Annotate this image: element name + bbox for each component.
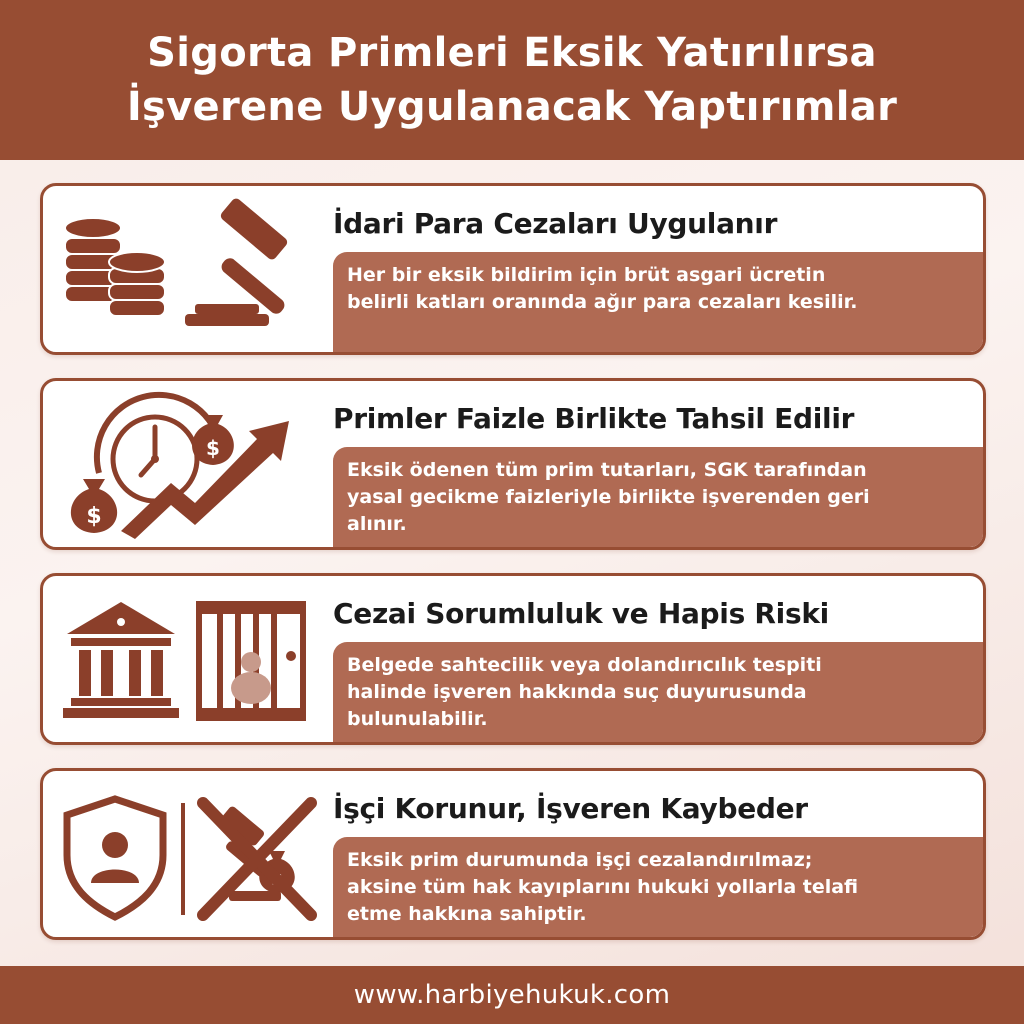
card-title: Cezai Sorumluluk ve Hapis Riski [333,596,829,630]
card-interest-collection [40,378,986,550]
card-description-line: yasal gecikme faizleriyle birlikte işverenden geri [347,486,870,508]
card-criminal-liability [40,573,986,745]
svg-text:$: $ [86,504,102,529]
card-description-line: Eksik ödenen tüm prim tutarları, SGK tarafından [347,459,867,481]
courthouse-icon [63,602,179,718]
card-description-line: Eksik prim durumunda işçi cezalandırılmaz; [347,849,813,871]
card-description-line: Belgede sahtecilik veya dolandırıcılık tespiti [347,654,822,676]
card-description-line: halinde işveren hakkında suç duyurusunda [347,681,807,703]
card-description-line: belirli katları oranında ağır para cezaları kesilir. [347,291,858,313]
card-icons [43,186,333,352]
card-title: Primler Faizle Birlikte Tahsil Edilir [333,401,855,435]
card-description-line: bulunulabilir. [347,708,488,730]
footer-banner [0,966,1024,1024]
card-description [333,252,983,352]
card-icons [43,576,333,742]
card-description-line: alınır. [347,513,407,535]
coins-icon [65,218,165,316]
card-description-line: aksine tüm hak kayıplarını hukuki yollarla telafi [347,876,859,898]
card-description [333,642,983,742]
shield-person-icon [67,799,163,917]
divider-line [181,803,185,915]
card-icons [43,771,333,937]
website-link[interactable]: www.harbiyehukuk.com [353,980,671,1010]
card-description-line: Her bir eksik bildirim için brüt asgari ücretin [347,264,826,286]
page-title-line-1: Sigorta Primleri Eksik Yatırılırsa [147,30,877,76]
header-banner [0,0,1024,160]
card-title: İşçi Korunur, İşveren Kaybeder [333,791,808,825]
card-worker-protected [40,768,986,940]
card-icons [43,381,333,547]
card-description [333,837,983,937]
card-title: İdari Para Cezaları Uygulanır [333,206,778,240]
card-administrative-fines [40,183,986,355]
svg-text:$: $ [206,436,220,460]
crossed-gavel-money-icon [203,803,311,915]
card-description-line: etme hakkına sahiptir. [347,903,587,925]
card-description [333,447,983,547]
prison-bars-icon [199,604,303,718]
page-title-line-2: İşverene Uygulanacak Yaptırımlar [126,84,898,130]
gavel-icon [185,197,289,326]
